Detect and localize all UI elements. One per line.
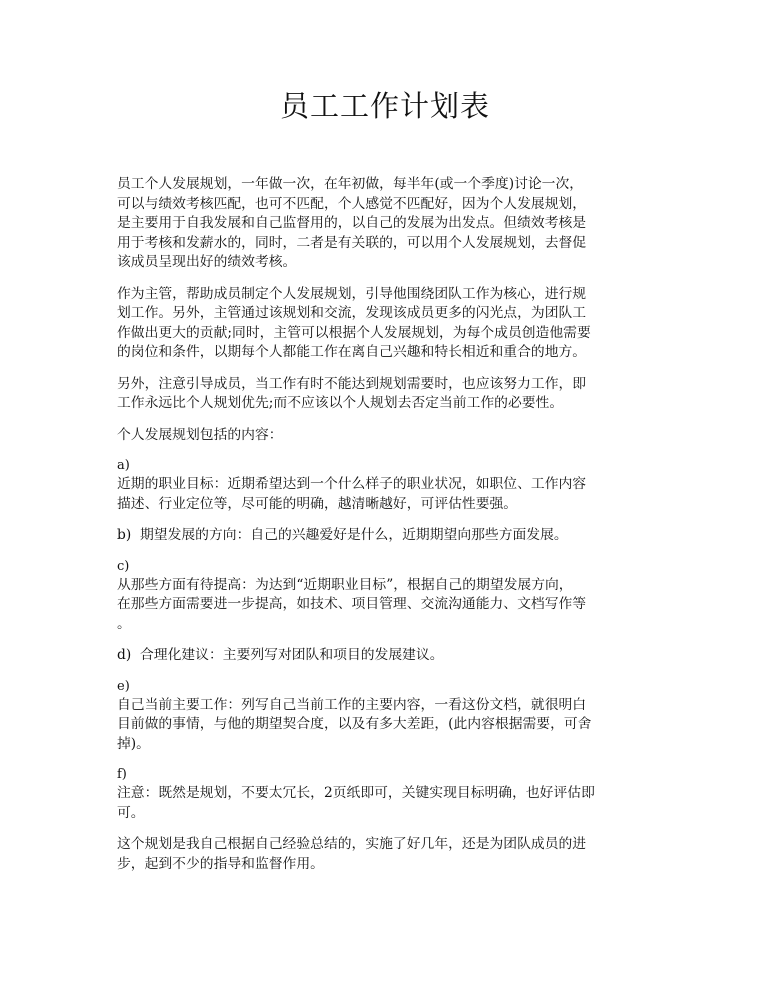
text-line (117, 646, 662, 666)
text-line: 该成员呈现出好的绩效考核。 (117, 254, 297, 270)
paragraph-intro (117, 175, 662, 273)
list-marker: b) (117, 527, 132, 543)
text-line: 作为主管，帮助成员制定个人发展规划，引导他围绕团队工作为核心，进行规 (117, 285, 587, 302)
document-body (117, 175, 662, 886)
text-line: 另外，注意引导成员，当工作有时不能达到规划需要时，也应该努力工作，即 (117, 375, 587, 392)
list-marker: d) (117, 647, 132, 663)
text-line: 步，起到不少的指导和监督作用。 (117, 855, 324, 872)
paragraph-guidance (117, 375, 662, 414)
list-marker: e) (117, 678, 130, 694)
list-marker: a) (117, 458, 130, 473)
item-text: 期望发展的方向：自己的兴趣爱好是什么，近期期望向那些方面发展。 (140, 527, 568, 543)
item-text: 合理化建议：主要列写对团队和项目的发展建议。 (140, 647, 444, 663)
text-line: 可。 (117, 804, 145, 821)
document-title: 员工工作计划表 (279, 89, 490, 123)
text-line: 自己当前主要工作：列写自己当前工作的主要内容，一看这份文档，就很明白 (117, 696, 587, 713)
text-line: 是主要用于自我发展和自己监督用的，以自己的发展为出发点。但绩效考核是 (117, 215, 587, 231)
text-line: 用于考核和发薪水的，同时，二者是有关联的，可以用个人发展规划，去督促 (117, 234, 587, 251)
text-line: 掉)。 (117, 735, 150, 752)
text-line: 可以与绩效考核匹配，也可不匹配，个人感觉不匹配好，因为个人发展规划， (117, 195, 587, 212)
text-line: 。 (117, 615, 131, 632)
text-line (117, 526, 662, 546)
text-line: 作做出更大的贡献;同时，主管可以根据个人发展规划，为每个成员创造他需要 (117, 324, 591, 341)
text-line: 划工作。另外，主管通过该规划和交流，发现该成员更多的闪光点，为团队工 (117, 305, 587, 321)
text-line: 近期的职业目标：近期希望达到一个什么样子的职业状况，如职位、工作内容 (117, 476, 587, 492)
paragraph-closing (117, 835, 662, 874)
text-line: 目前做的事情，与他的期望契合度，以及有多大差距，(此内容根据需要，可舍 (117, 716, 592, 732)
text-line: 工作永远比个人规划优先;而不应该以个人规划去否定当前工作的必要性。 (117, 395, 564, 411)
text-line: 的岗位和条件，以期每个人都能工作在离自己兴趣和特长相近和重合的地方。 (117, 344, 587, 360)
paragraph-manager (117, 285, 662, 363)
list-item-a (117, 457, 662, 514)
text-line: 在那些方面需要进一步提高，如技术、项目管理、交流沟通能力、文档写作等 (117, 596, 587, 612)
list-marker: f) (117, 767, 127, 782)
text-line: 从那些方面有待提高：为达到“近期职业目标”，根据自己的期望发展方向， (117, 576, 573, 593)
text-line: 描述、行业定位等，尽可能的明确，越清晰越好，可评估性要强。 (117, 495, 518, 512)
paragraph-contents-heading (117, 426, 662, 446)
text-line: 这个规划是我自己根据自己经验总结的，实施了好几年，还是为团队成员的进 (117, 836, 587, 852)
list-item-f (117, 766, 662, 823)
list-marker: c) (117, 558, 130, 574)
list-item-c (117, 558, 662, 635)
text-line: 个人发展规划包括的内容： (117, 426, 283, 443)
list-item-e (117, 678, 662, 755)
list-item-b (117, 526, 662, 546)
text-line: 注意：既然是规划，不要太冗长，2页纸即可，关键实现目标明确，也好评估即 (117, 785, 595, 801)
list-item-d (117, 646, 662, 666)
text-line: 员工个人发展规划，一年做一次，在年初做，每半年(或一个季度)讨论一次， (117, 176, 584, 192)
